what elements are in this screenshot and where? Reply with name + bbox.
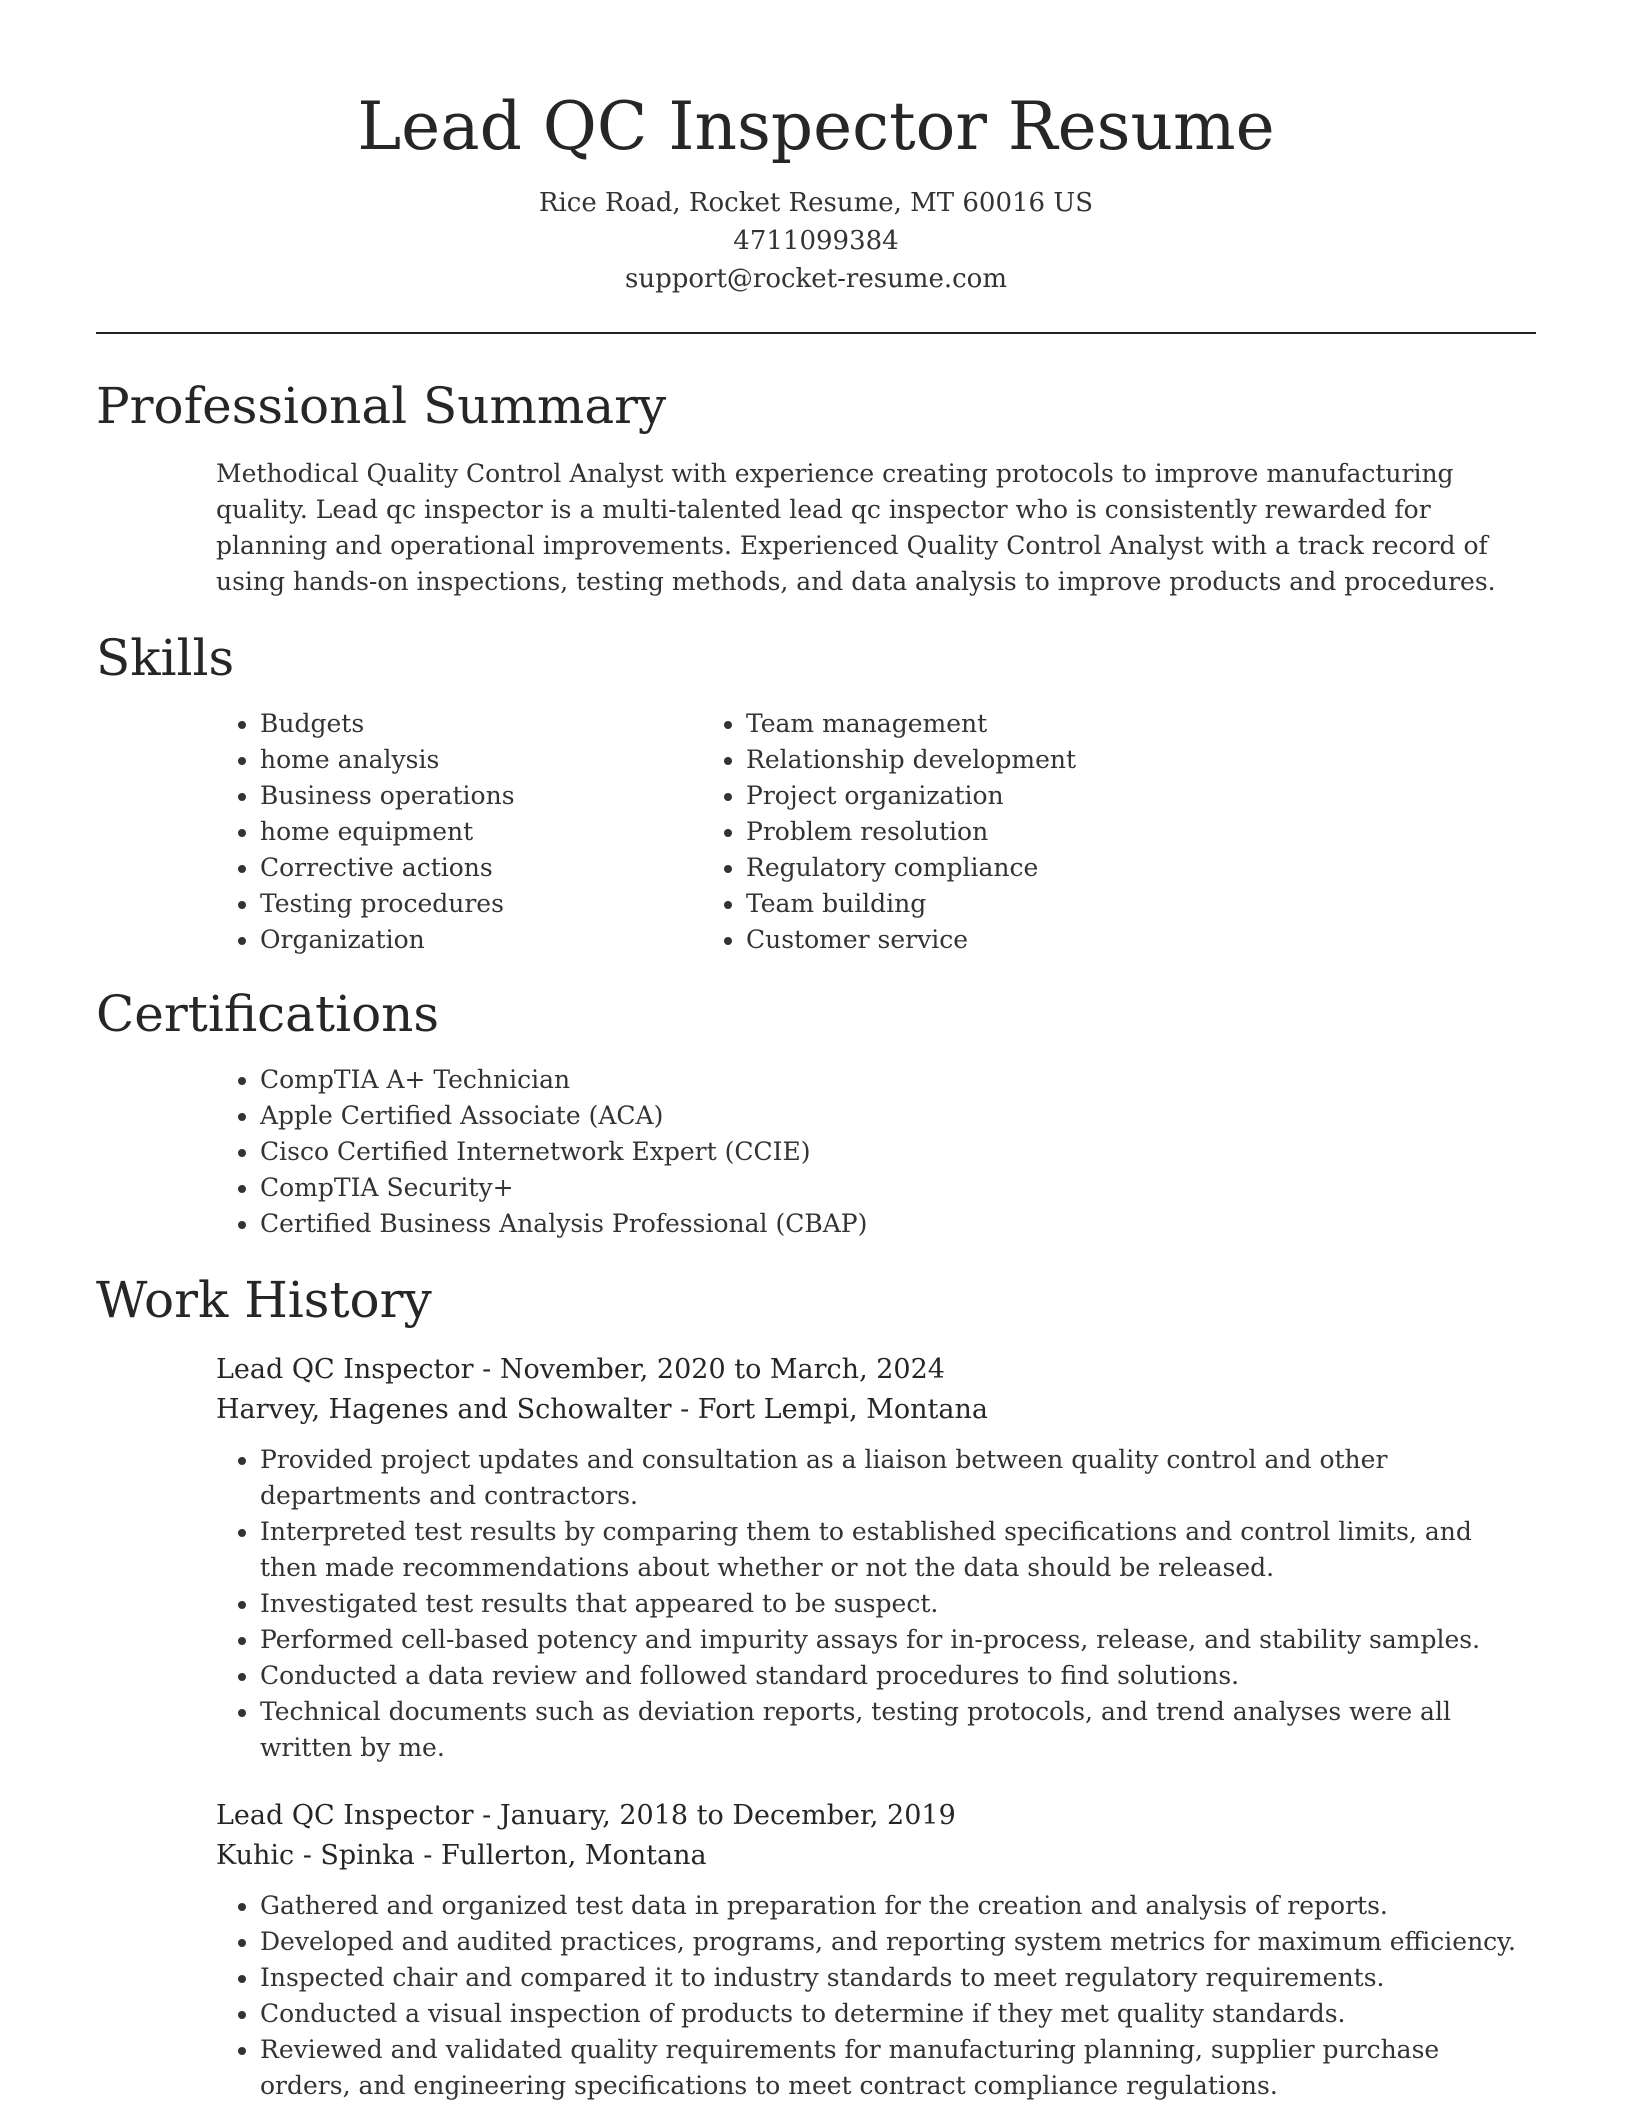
work-history-heading: Work History <box>96 1271 432 1329</box>
skills-list-right <box>746 706 1536 958</box>
certification-item: • CompTIA Security+ <box>260 1170 1536 1206</box>
skill-item: • home equipment <box>260 814 746 850</box>
job-bullet: • Technical documents such as deviation reports, testing protocols, and trend analyses were all written by me. <box>260 1694 1536 1766</box>
certification-item: • CompTIA A+ Technician <box>260 1062 1536 1098</box>
skill-item: • Business operations <box>260 778 746 814</box>
job-bullet: • Investigated test results that appeared to be suspect. <box>260 1586 1536 1622</box>
work-history-section <box>96 1268 1536 2104</box>
skill-item: • home analysis <box>260 742 746 778</box>
job-bullet: • Developed and audited practices, programs, and reporting system metrics for maximum efficiency. <box>260 1924 1536 1960</box>
summary-heading: Professional Summary <box>96 377 667 435</box>
header-divider <box>96 332 1536 334</box>
summary-text: Methodical Quality Control Analyst with experience creating protocols to improve manufacturing quality. Lead qc inspector is a multi-talented lead qc inspector who is consistently rewarded for planning and operational improvements. Experienced Quality Control Analyst with a track record of using hands-on inspections, testing methods, and data analysis to improve products and procedures. <box>216 459 1496 596</box>
job-bullets <box>216 1888 1536 2104</box>
certification-item: • Apple Certified Associate (ACA) <box>260 1098 1536 1134</box>
job-bullet: • Conducted a data review and followed standard procedures to find solutions. <box>260 1658 1536 1694</box>
job-bullet: • Interpreted test results by comparing them to established specifications and control limits, and then made recommendations about whether or not the data should be released. <box>260 1514 1536 1586</box>
certification-item: • Cisco Certified Internetwork Expert (CCIE) <box>260 1134 1536 1170</box>
resume-header <box>96 0 1536 298</box>
job-bullet: • Conducted a visual inspection of products to determine if they met quality standards. <box>260 1996 1536 2032</box>
job-bullet: • Gathered and organized test data in preparation for the creation and analysis of reports. <box>260 1888 1536 1924</box>
job-title-line: Lead QC Inspector - November, 2020 to March, 2024 <box>216 1354 945 1385</box>
skill-item: • Corrective actions <box>260 850 746 886</box>
skill-item: • Budgets <box>260 706 746 742</box>
job-title-line: Lead QC Inspector - January, 2018 to December, 2019 <box>216 1800 956 1831</box>
resume-title: Lead QC Inspector Resume <box>357 88 1275 165</box>
skills-heading: Skills <box>96 629 235 687</box>
job-bullet: • Reviewed and validated quality requirements for manufacturing planning, supplier purchase orders, and engineering specifications to meet contract compliance regulations. <box>260 2032 1536 2104</box>
skill-item: • Relationship development <box>746 742 1536 778</box>
contact-block <box>96 184 1536 298</box>
contact-address: Rice Road, Rocket Resume, MT 60016 US <box>538 188 1094 218</box>
certifications-section <box>96 982 1536 1242</box>
contact-phone: 4711099384 <box>733 226 899 256</box>
skills-list-left <box>96 706 746 958</box>
skill-item: • Customer service <box>746 922 1536 958</box>
resume-page <box>96 0 1536 2104</box>
job-entry <box>216 1796 1536 2104</box>
job-entry <box>216 1350 1536 1766</box>
job-company-line: Harvey, Hagenes and Schowalter - Fort Lempi, Montana <box>216 1394 988 1425</box>
certifications-heading: Certifications <box>96 985 440 1043</box>
skill-item: • Organization <box>260 922 746 958</box>
skill-item: • Team building <box>746 886 1536 922</box>
summary-section <box>96 374 1536 600</box>
certifications-list <box>96 1062 1536 1242</box>
skill-item: • Regulatory compliance <box>746 850 1536 886</box>
contact-email: support@rocket-resume.com <box>624 264 1007 294</box>
skills-section <box>96 626 1536 958</box>
skill-item: • Testing procedures <box>260 886 746 922</box>
skill-item: • Project organization <box>746 778 1536 814</box>
skill-item: • Team management <box>746 706 1536 742</box>
job-bullet: • Performed cell-based potency and impurity assays for in-process, release, and stability samples. <box>260 1622 1536 1658</box>
job-bullet: • Provided project updates and consultation as a liaison between quality control and other departments and contractors. <box>260 1442 1536 1514</box>
job-company-line: Kuhic - Spinka - Fullerton, Montana <box>216 1840 707 1871</box>
certification-item: • Certified Business Analysis Professional (CBAP) <box>260 1206 1536 1242</box>
skill-item: • Problem resolution <box>746 814 1536 850</box>
job-bullets <box>216 1442 1536 1766</box>
skills-columns <box>96 706 1536 958</box>
job-bullet: • Inspected chair and compared it to industry standards to meet regulatory requirements. <box>260 1960 1536 1996</box>
